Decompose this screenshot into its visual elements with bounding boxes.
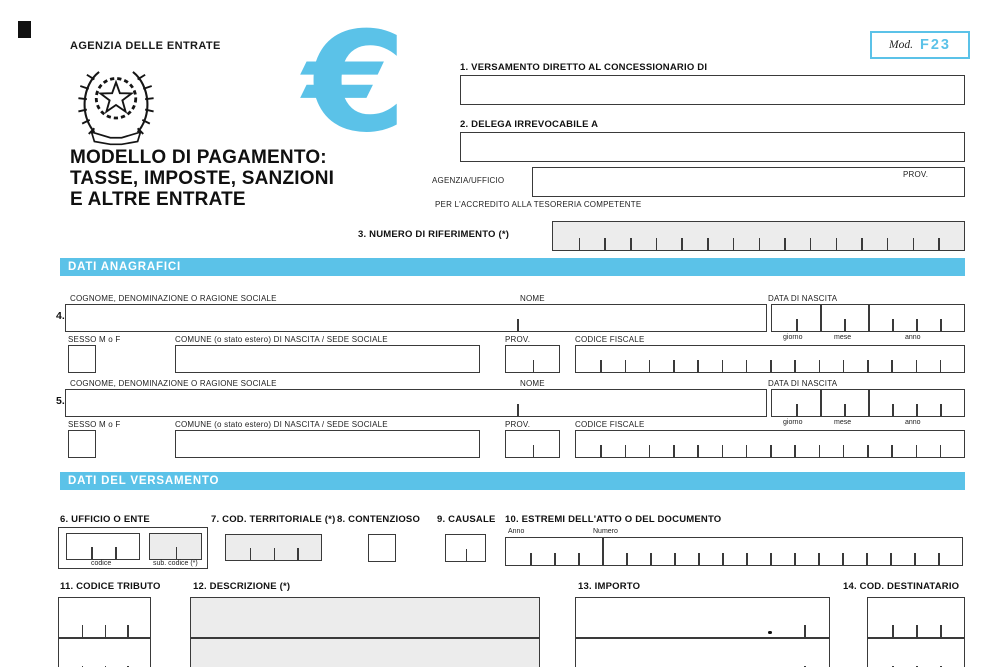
row4-giorno-label: giorno [783, 334, 803, 341]
field6-codice-label: codice [91, 560, 112, 567]
field12-descrizione-row2[interactable] [190, 638, 540, 667]
numero-riferimento-input[interactable] [552, 221, 965, 251]
section-dati-versamento: DATI DEL VERSAMENTO [60, 472, 965, 490]
row5-nome-divider [517, 404, 519, 416]
row5-number: 5. [56, 395, 65, 407]
field13-importo-row2[interactable] [575, 638, 830, 667]
row4-prov-input[interactable] [505, 345, 560, 373]
row4-data-nascita-input[interactable] [771, 304, 965, 332]
row5-data-nascita-input[interactable] [771, 389, 965, 417]
field9-causale-input[interactable] [445, 534, 486, 562]
field1-input[interactable] [460, 75, 965, 105]
field14-cod-destinatario-row1[interactable] [867, 597, 965, 638]
field3-label: 3. NUMERO DI RIFERIMENTO (*) [358, 229, 510, 240]
form-title-line2: TASSE, IMPOSTE, SANZIONI [70, 168, 335, 189]
row4-cognome-nome-input[interactable] [65, 304, 767, 332]
form-title [70, 147, 334, 210]
field10-estremi-input[interactable] [505, 537, 963, 566]
field14-cod-destinatario-row2[interactable] [867, 638, 965, 667]
field10-numero-label: Numero [593, 528, 618, 535]
model-badge-label: Mod. [889, 39, 913, 51]
row5-anno-label: anno [905, 419, 921, 426]
field1-label: 1. VERSAMENTO DIRETTO AL CONCESSIONARIO DI [460, 62, 708, 73]
field11-label: 11. CODICE TRIBUTO [60, 581, 161, 592]
row5-cf-label: CODICE FISCALE [575, 420, 645, 429]
field12-label: 12. DESCRIZIONE (*) [193, 581, 291, 592]
model-badge [870, 31, 970, 59]
row4-sesso-label: SESSO M o F [68, 335, 121, 344]
republic-emblem-icon [68, 55, 164, 149]
model-badge-value: F23 [919, 37, 951, 53]
form-title-line1: MODELLO DI PAGAMENTO: [70, 147, 327, 168]
field8-label: 8. CONTENZIOSO [337, 514, 421, 525]
field11-codice-tributo-row1[interactable] [58, 597, 151, 638]
row5-nome-label: NOME [520, 379, 545, 388]
tesoreria-note: PER L'ACCREDITO ALLA TESORERIA COMPETENTE [435, 200, 642, 209]
field13-label: 13. IMPORTO [578, 581, 641, 592]
row5-giorno-label: giorno [783, 419, 803, 426]
field12-descrizione-row1[interactable] [190, 597, 540, 638]
field6-sub-codice-label: sub. codice (*) [153, 560, 198, 567]
agenzia-ufficio-input[interactable] [532, 167, 965, 197]
row4-number: 4. [56, 310, 65, 322]
row4-mese-label: mese [834, 334, 852, 341]
row5-comune-input[interactable] [175, 430, 480, 458]
row5-prov-input[interactable] [505, 430, 560, 458]
row4-cognome-label: COGNOME, DENOMINAZIONE O RAGIONE SOCIALE [70, 294, 277, 303]
cents-divider [804, 625, 806, 637]
row4-comune-input[interactable] [175, 345, 480, 373]
row4-nome-divider [517, 319, 519, 331]
field2-input[interactable] [460, 132, 965, 162]
row5-codice-fiscale-input[interactable] [575, 430, 965, 458]
row5-comune-label: COMUNE (o stato estero) DI NASCITA / SEDE SOCIALE [175, 420, 388, 429]
row5-cognome-nome-input[interactable] [65, 389, 767, 417]
field8-contenzioso-input[interactable] [368, 534, 396, 562]
field7-label: 7. COD. TERRITORIALE (*) [211, 514, 336, 525]
row4-anno-label: anno [905, 334, 921, 341]
field10-anno-label: Anno [508, 528, 525, 535]
section-dati-anagrafici: DATI ANAGRAFICI [60, 258, 965, 276]
form-title-line3: E ALTRE ENTRATE [70, 189, 246, 210]
registration-mark [18, 21, 31, 38]
agenzia-ufficio-label: AGENZIA/UFFICIO [432, 176, 505, 185]
row4-cf-label: CODICE FISCALE [575, 335, 645, 344]
field6-codice-input[interactable] [66, 533, 140, 560]
field2-label: 2. DELEGA IRREVOCABILE A [460, 119, 599, 130]
field13-importo-row1[interactable] [575, 597, 830, 638]
row4-comune-label: COMUNE (o stato estero) DI NASCITA / SEDE SOCIALE [175, 335, 388, 344]
row4-codice-fiscale-input[interactable] [575, 345, 965, 373]
row5-data-nascita-label: DATA DI NASCITA [768, 379, 838, 388]
agenzia-prov-label: PROV. [903, 170, 929, 179]
field11-codice-tributo-row2[interactable] [58, 638, 151, 667]
field6-label: 6. UFFICIO O ENTE [60, 514, 150, 525]
row4-data-nascita-label: DATA DI NASCITA [768, 294, 838, 303]
row4-sesso-input[interactable] [68, 345, 96, 373]
row5-sesso-input[interactable] [68, 430, 96, 458]
row5-cognome-label: COGNOME, DENOMINAZIONE O RAGIONE SOCIALE [70, 379, 277, 388]
field6-sub-codice-input[interactable] [149, 533, 202, 560]
row4-nome-label: NOME [520, 294, 545, 303]
field7-cod-territoriale-input[interactable] [225, 534, 322, 561]
row4-prov-label: PROV. [505, 335, 531, 344]
field9-label: 9. CAUSALE [437, 514, 496, 525]
field14-label: 14. COD. DESTINATARIO [843, 581, 960, 592]
row5-mese-label: mese [834, 419, 852, 426]
row5-prov-label: PROV. [505, 420, 531, 429]
decimal-dot [768, 631, 772, 635]
field10-label: 10. ESTREMI DELL'ATTO O DEL DOCUMENTO [505, 514, 722, 525]
agency-name: AGENZIA DELLE ENTRATE [70, 40, 221, 52]
euro-symbol-icon: € [303, 2, 407, 163]
row5-sesso-label: SESSO M o F [68, 420, 121, 429]
